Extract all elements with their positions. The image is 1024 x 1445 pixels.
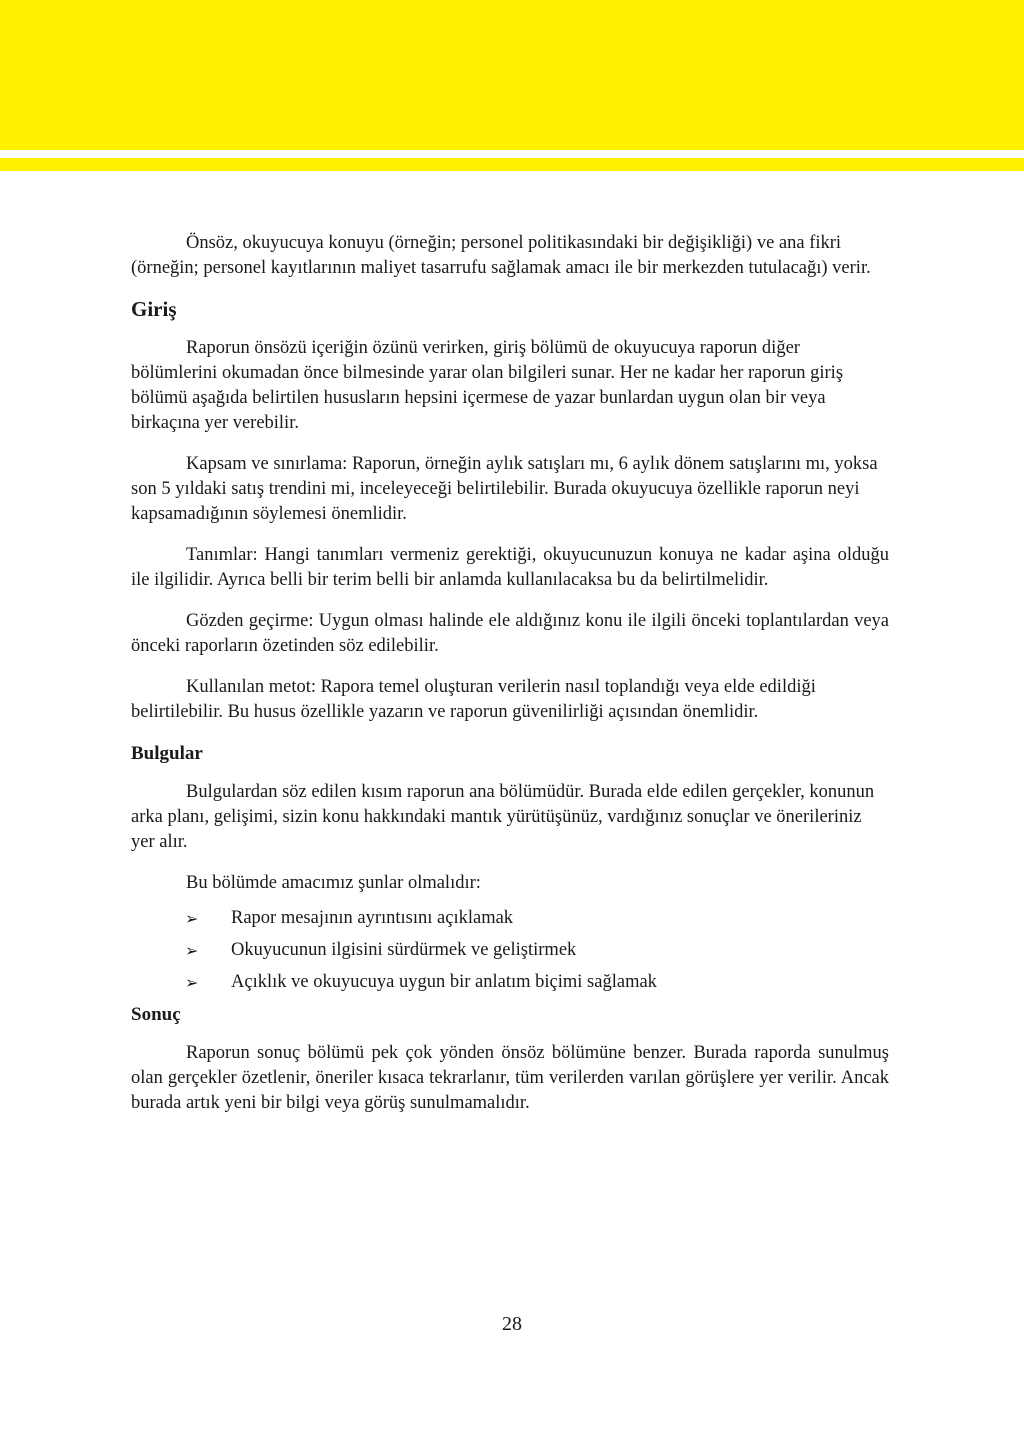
paragraph-onsoz: Önsöz, okuyucuya konuyu (örneğin; personel politikasındaki bir değişikliği) ve ana fikri (örneğin; personel kayıtlarının maliyet tasarrufu sağlamak amacı ile bir merkezden tutulacağı) verir. xyxy=(131,233,871,278)
arrow-bullet-icon: ➢ xyxy=(185,941,199,960)
list-item-text: Açıklık ve okuyucuya uygun bir anlatım biçimi sağlamak xyxy=(231,972,657,992)
paragraph-tanimlar: Tanımlar: Hangi tanımları vermeniz gerektiği, okuyucunuzun konuya ne kadar aşina olduğu ile ilgilidir. Ayrıca belli bir terim belli bir anlamda kullanılacaksa bu da belirtilmelidir. xyxy=(131,545,889,590)
heading-bulgular: Bulgular xyxy=(131,743,203,764)
paragraph-kapsam: Kapsam ve sınırlama: Raporun, örneğin aylık satışları mı, 6 aylık dönem satışlarını mı, yoksa son 5 yıldaki satış trendini mi, inceleyeceği belirtilebilir. Burada okuyucuya özellikle raporun neyi kapsamadığının söylemesi önemlidir. xyxy=(131,454,878,524)
goal-list xyxy=(131,906,889,995)
header-yellow-band xyxy=(0,0,1024,150)
page-body xyxy=(131,231,889,1132)
list-item xyxy=(131,970,889,995)
page-number: 28 xyxy=(502,1313,522,1335)
list-item xyxy=(131,906,889,931)
heading-sonuc: Sonuç xyxy=(131,1004,181,1025)
paragraph-sonuc: Raporun sonuç bölümü pek çok yönden önsöz bölümüne benzer. Burada raporda sunulmuş olan gerçekler özetlenir, öneriler kısaca tekrarlanır, tüm verilerden varılan görüşlere yer verilir. Ancak burada artık yeni bir bilgi veya görüş sunulmamalıdır. xyxy=(131,1043,889,1113)
paragraph-kullanilan-metot: Kullanılan metot: Rapora temel oluşturan verilerin nasıl toplandığı veya elde edildiği belirtilebilir. Bu husus özellikle yazarın ve raporun güvenilirliği açısından önemlidir. xyxy=(131,677,816,722)
list-item-text: Okuyucunun ilgisini sürdürmek ve geliştirmek xyxy=(231,940,577,960)
list-item-text: Rapor mesajının ayrıntısını açıklamak xyxy=(231,908,514,928)
list-item xyxy=(131,938,889,963)
paragraph-bulgular-amac: Bu bölümde amacımız şunlar olmalıdır: xyxy=(186,873,481,893)
arrow-bullet-icon: ➢ xyxy=(185,909,199,928)
paragraph-gozden-gecirme: Gözden geçirme: Uygun olması halinde ele aldığınız konu ile ilgili önceki toplantılardan veya önceki raporların özetinden söz edilebilir. xyxy=(131,611,889,656)
heading-giris: Giriş xyxy=(131,297,177,321)
arrow-bullet-icon: ➢ xyxy=(185,973,199,992)
paragraph-bulgular: Bulgulardan söz edilen kısım raporun ana bölümüdür. Burada elde edilen gerçekler, konunun arka planı, gelişimi, sizin konu hakkındaki mantık yürütüşünüz, vardığınız sonuçlar ve önerileriniz yer alır. xyxy=(131,782,875,852)
header-yellow-stripe xyxy=(0,158,1024,171)
paragraph-giris: Raporun önsözü içeriğin özünü verirken, giriş bölümü de okuyucuya raporun diğer bölümlerini okumadan önce bilmesinde yarar olan bilgileri sunar. Her ne kadar her raporun giriş bölümü aşağıda belirtilen hususların hepsini içermese de yazar bunlardan uygun olan bir veya birkaçına yer verebilir. xyxy=(131,338,844,433)
